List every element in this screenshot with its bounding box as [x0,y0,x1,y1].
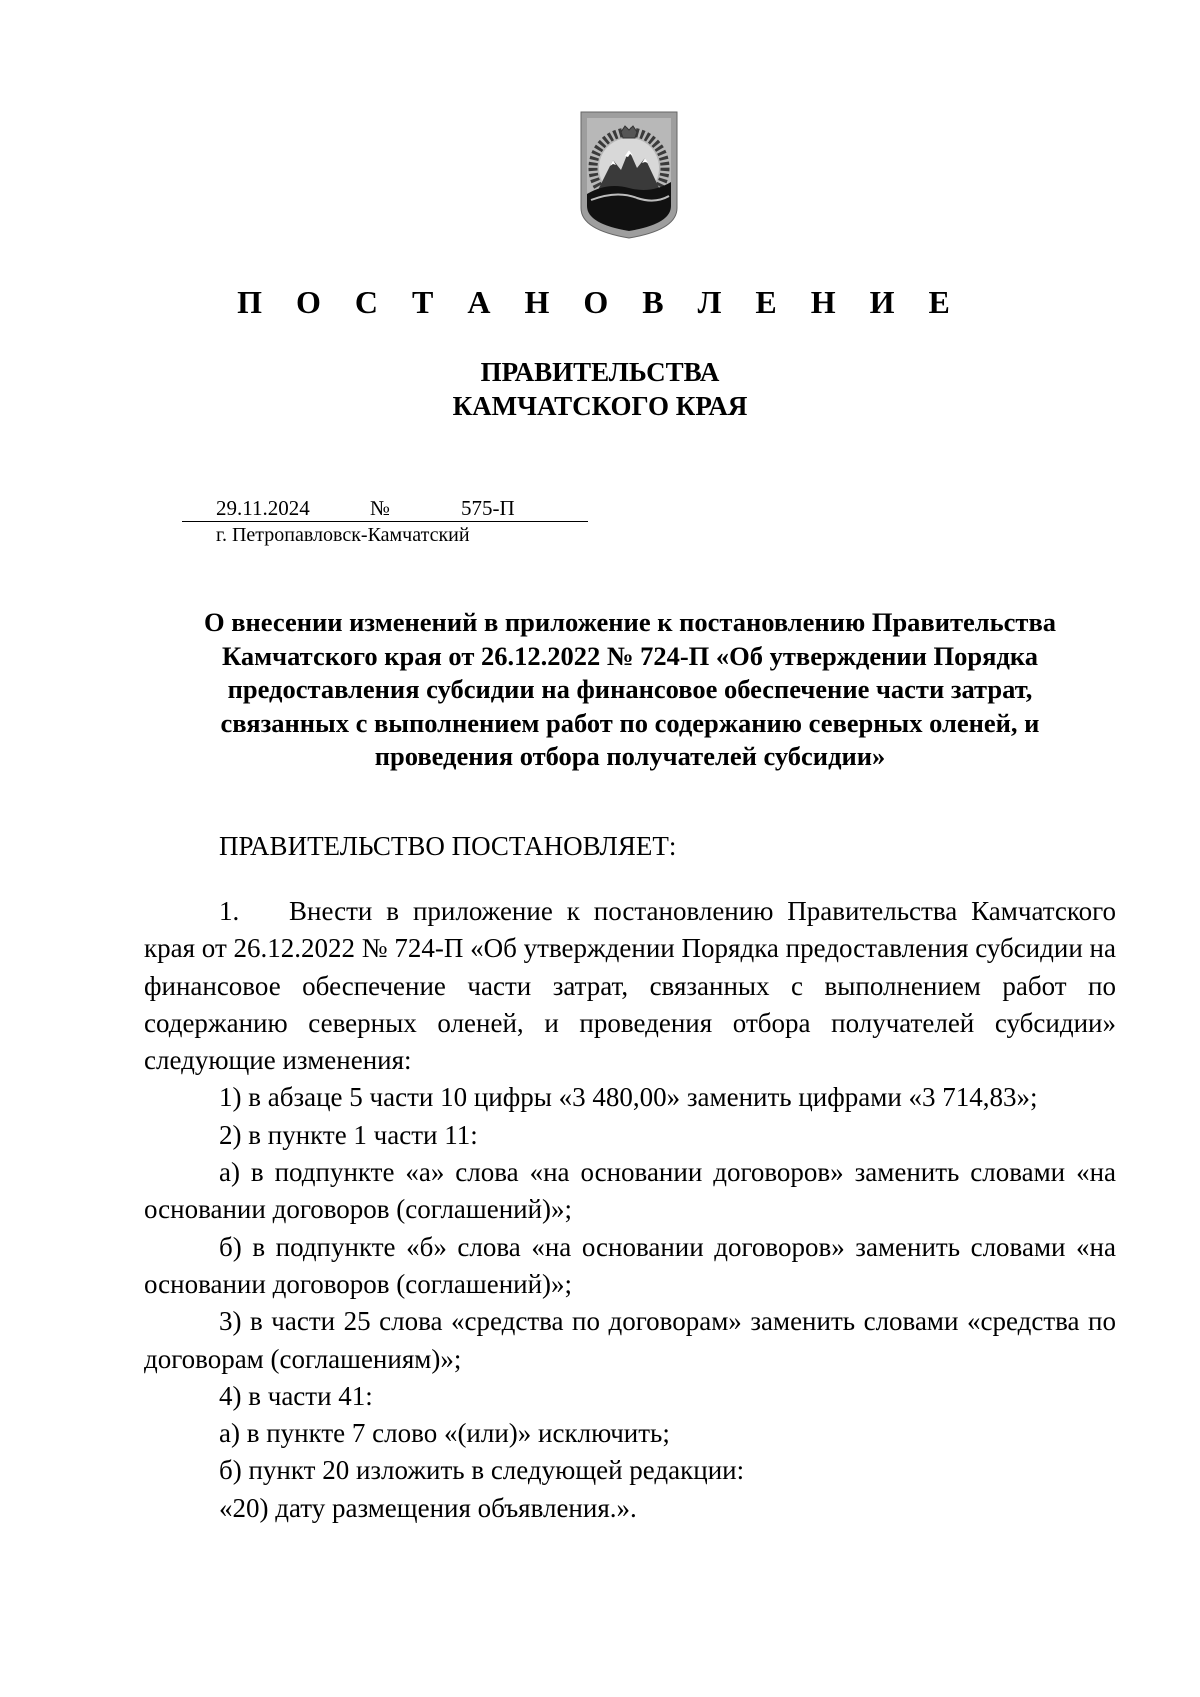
title-line: Камчатского края от 26.12.2022 № 724-П «Об утверждении Порядка [222,640,1038,671]
issuer-heading [0,355,1200,423]
body-paragraph: а) в пункте 7 слово «(или)» исключить; [219,1418,670,1449]
document-number: 575-П [461,496,515,520]
title-line: проведения отбора получателей субсидии» [374,741,886,771]
issuer-line-1: ПРАВИТЕЛЬСТВА [480,357,720,387]
body-paragraph: 3) в части 25 слова «средства по договорам» заменить словами «средства по договорам (соглашениям)»; [144,1306,1116,1374]
document-type-heading: П О С Т А Н О В Л Е Н И Е [237,284,963,320]
body-paragraph: 1) в абзаце 5 части 10 цифры «3 480,00» заменить цифрами «3 714,83»; [219,1082,1038,1113]
document-meta-line [182,495,588,522]
body-paragraph: б) в подпункте «б» слова «на основании договоров» заменить словами «на основании договоров (соглашений)»; [144,1231,1116,1299]
paragraph-number: 1. [219,896,240,926]
body-paragraph: «20) дату размещения объявления.». [219,1492,637,1523]
body-paragraph: б) пункт 20 изложить в следующей редакции: [219,1455,745,1486]
issuer-line-2: КАМЧАТСКОГО КРАЯ [452,391,748,421]
number-sign: № [370,496,391,520]
document-body [144,893,1116,1527]
title-line: предоставления субсидии на финансовое обеспечение части затрат, [227,674,1033,704]
body-paragraph [144,893,1116,1079]
document-city: г. Петропавловск-Камчатский [216,524,470,546]
title-line: связанных с выполнением работ по содержанию северных оленей, и [220,707,1040,738]
paragraph-text: Внести в приложение к постановлению Правительства Камчатского края от 26.12.2022 № 724-П «Об утверждении Порядка предоставления субсидии на финансовое обеспечение части затрат, связанных с выполнением работ по содержанию северных оленей, и проведения отбора получателей субсидии» следующие изменения: [144,896,1116,1076]
kamchatka-coat-of-arms-icon [577,110,681,240]
title-line: О внесении изменений в приложение к постановлению Правительства [203,607,1057,637]
body-paragraph: а) в подпункте «а» слова «на основании договоров» заменить словами «на основании договоров (соглашений)»; [144,1157,1116,1225]
resolution-heading: ПРАВИТЕЛЬСТВО ПОСТАНОВЛЯЕТ: [219,831,677,861]
body-paragraph: 2) в пункте 1 части 11: [219,1119,478,1150]
body-paragraph: 4) в части 41: [219,1380,373,1411]
document-date: 29.11.2024 [216,496,310,520]
document-title [160,606,1100,774]
